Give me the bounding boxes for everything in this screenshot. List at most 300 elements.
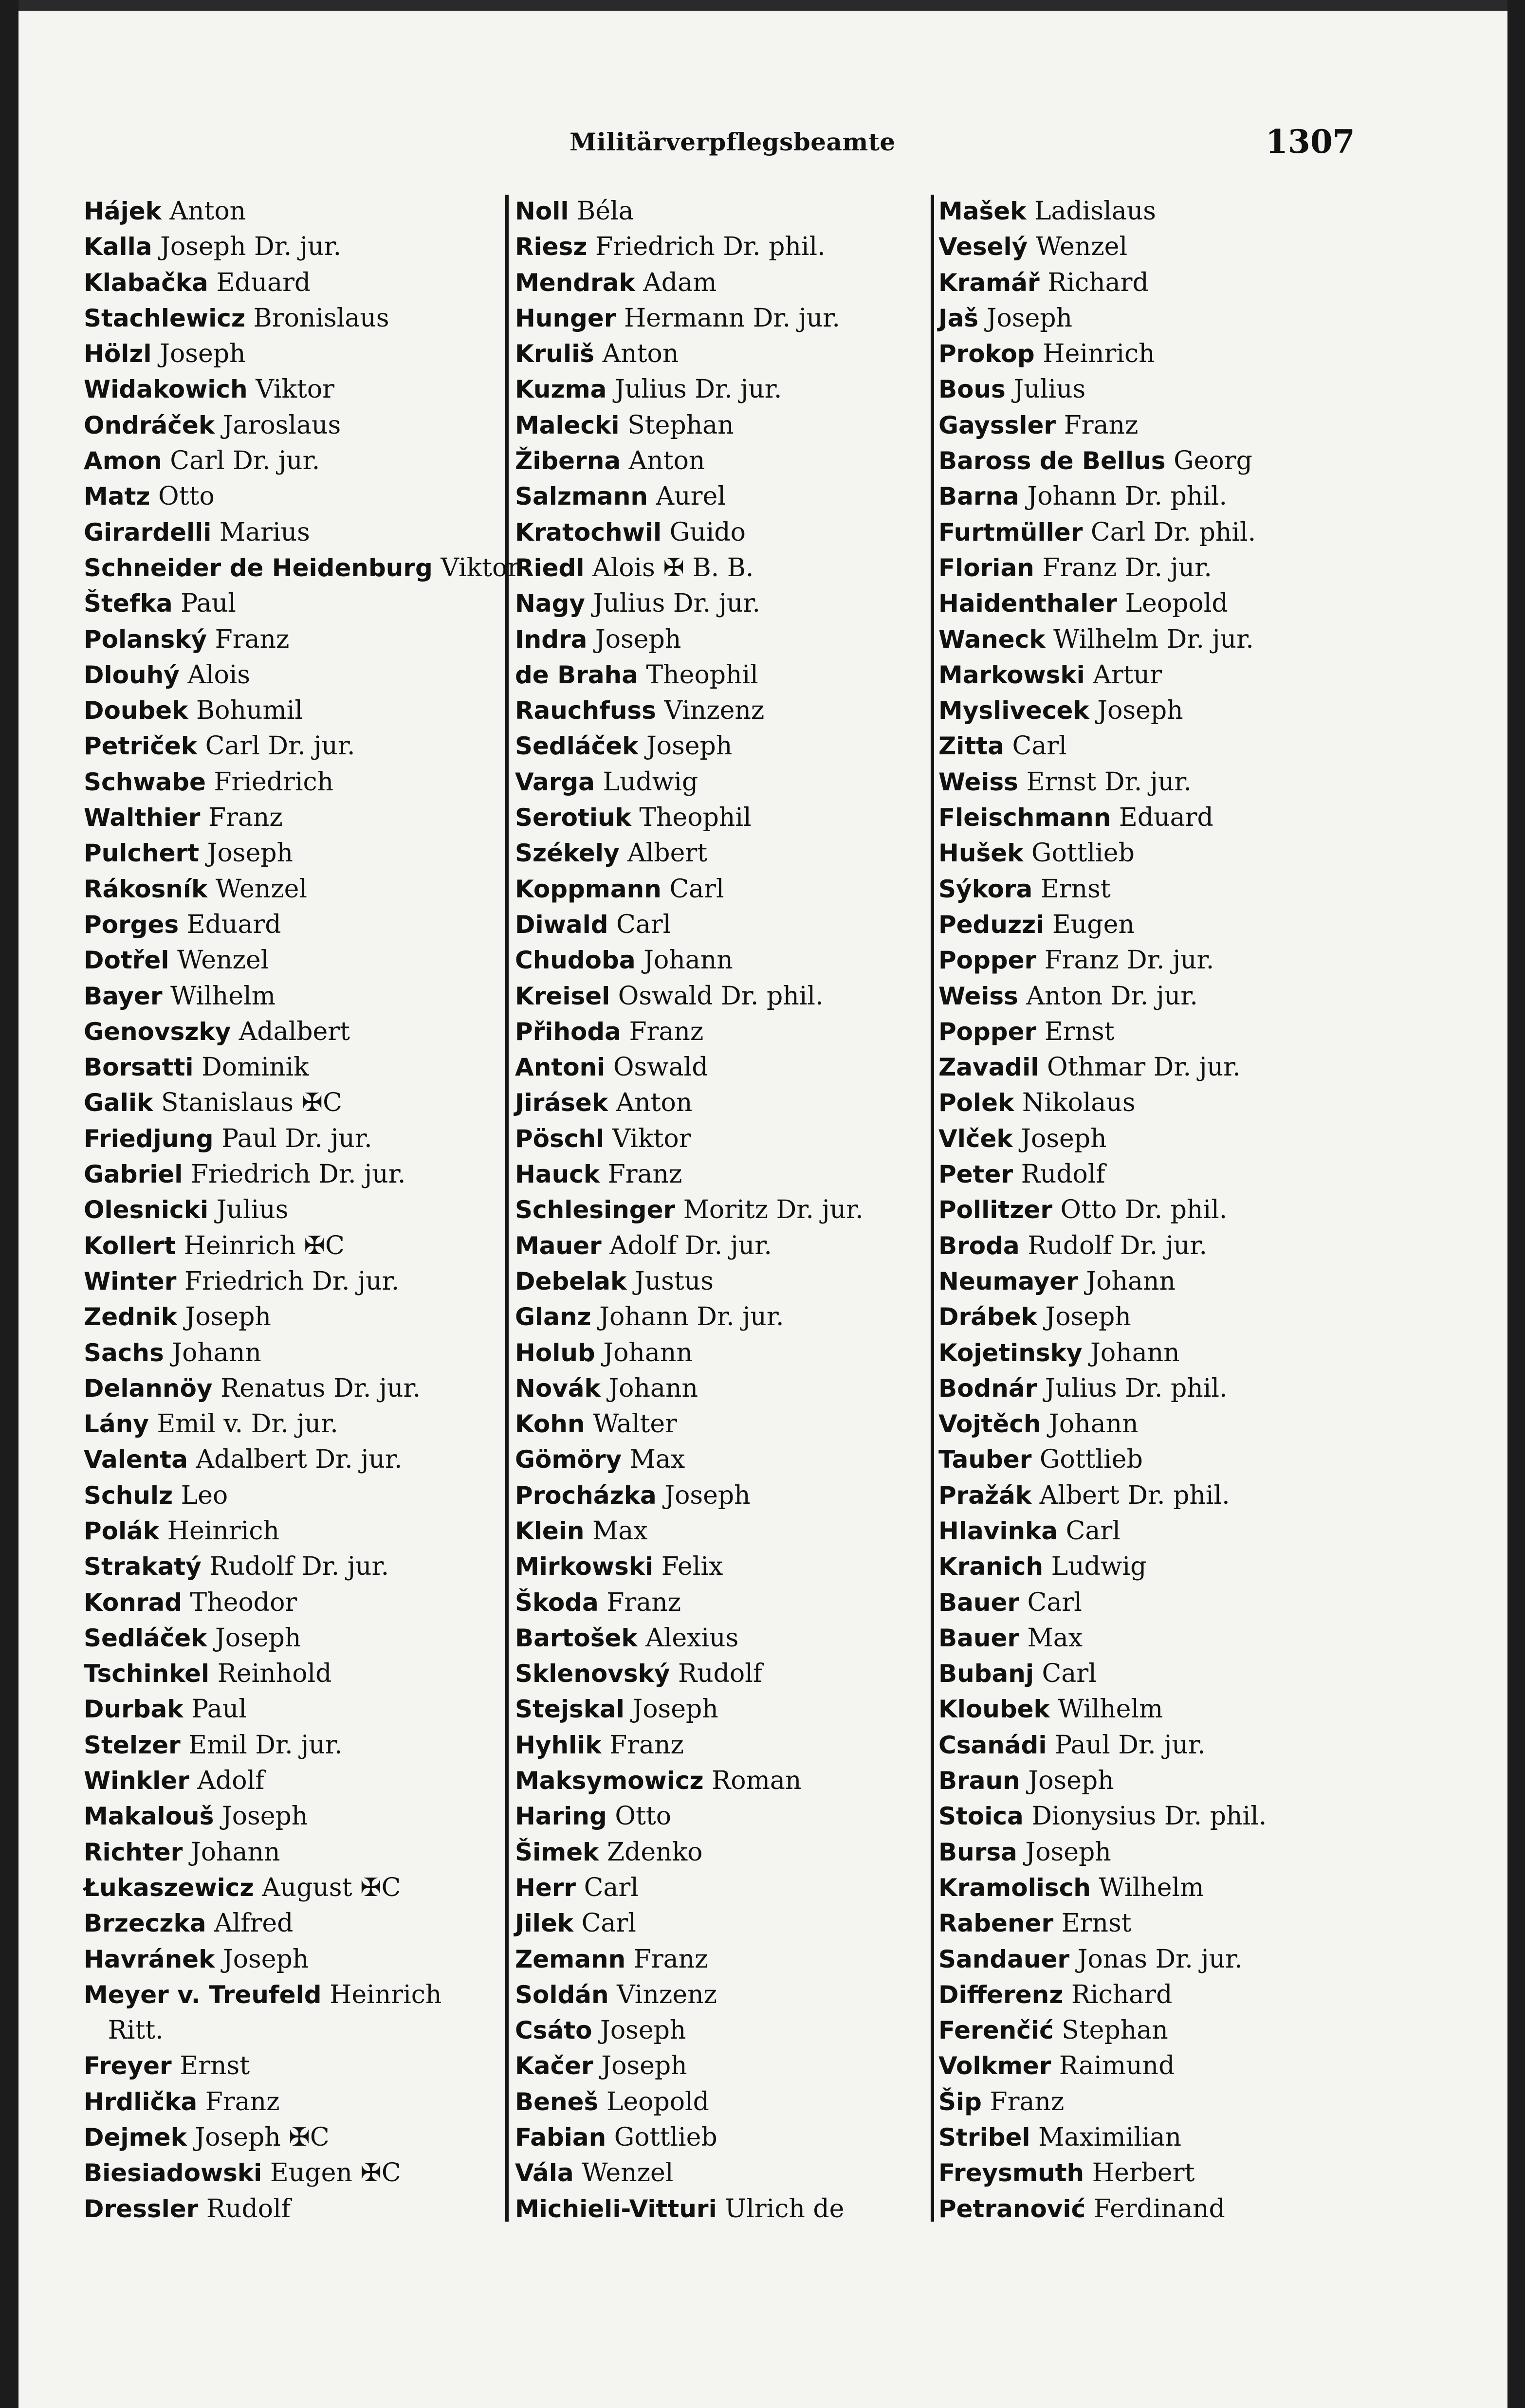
given-names: Joseph <box>221 1802 308 1831</box>
surname: Kramář <box>938 268 1040 297</box>
given-names: Alfred <box>214 1909 294 1938</box>
surname: Furtmüller <box>938 518 1083 547</box>
given-names: Emil v. Dr. jur. <box>157 1409 338 1439</box>
surname: Dressler <box>84 2194 199 2223</box>
list-item <box>507 1442 926 1478</box>
surname: Schneider de Heidenburg <box>84 553 433 582</box>
given-names: Franz <box>629 1017 704 1046</box>
given-names: Otto <box>615 1802 672 1831</box>
surname: Olesnicki <box>84 1196 209 1224</box>
surname: Vojtěch <box>938 1410 1041 1439</box>
surname: Novák <box>515 1374 601 1403</box>
given-names: Rudolf <box>206 2194 291 2224</box>
given-names: Franz <box>607 1160 682 1189</box>
list-item <box>931 1585 1340 1621</box>
surname: Soldán <box>515 1980 609 2009</box>
surname: Freyer <box>84 2052 172 2080</box>
list-item <box>84 657 502 693</box>
surname: Hlavinka <box>938 1516 1058 1545</box>
list-item <box>931 1977 1340 2013</box>
given-names: Gottlieb <box>614 2123 717 2153</box>
scan-edge-left <box>0 0 18 2408</box>
list-item <box>931 1692 1340 1727</box>
given-names: Leo <box>181 1480 228 1510</box>
given-names: Eduard <box>216 268 311 297</box>
surname: Ferenčić <box>938 2016 1054 2045</box>
surname: Stachlewicz <box>84 304 246 332</box>
given-names: Bohumil <box>196 696 303 726</box>
surname: Bauer <box>938 1624 1020 1652</box>
surname: Herr <box>515 1873 576 1902</box>
given-names: Aurel <box>656 482 726 511</box>
list-item <box>931 2155 1340 2191</box>
surname: Popper <box>938 1017 1037 1046</box>
list-item <box>507 1085 926 1121</box>
given-names: Wenzel <box>582 2158 674 2188</box>
given-names: Max <box>1027 1623 1083 1653</box>
given-names: Ludwig <box>603 767 698 797</box>
scan-edge-top <box>0 0 1525 11</box>
list-item <box>84 1299 502 1335</box>
surname: Sedláček <box>84 1624 207 1652</box>
list-item <box>84 622 502 657</box>
list-item <box>84 515 502 550</box>
given-names: Ernst <box>180 2051 250 2081</box>
given-names: Franz <box>606 1587 681 1617</box>
list-item <box>931 1549 1340 1585</box>
list-item <box>84 1514 502 1549</box>
surname: Koppmann <box>515 875 661 903</box>
list-item <box>84 1942 502 1977</box>
list-item <box>84 1442 502 1478</box>
given-names: Joseph <box>1025 1837 1111 1867</box>
surname: Pöschl <box>515 1124 605 1153</box>
list-item <box>507 1157 926 1192</box>
given-names: Joseph <box>632 1695 718 1724</box>
given-names: Oswald <box>613 1053 708 1082</box>
given-names: Paul Dr. jur. <box>1055 1730 1206 1760</box>
given-names: Ferdinand <box>1093 2194 1225 2224</box>
list-item <box>84 265 502 301</box>
surname: Pražák <box>938 1481 1032 1510</box>
list-item <box>507 979 926 1014</box>
given-names: Rudolf <box>678 1659 763 1689</box>
given-names: Herbert <box>1092 2158 1195 2188</box>
given-names: Heinrich <box>1043 339 1155 369</box>
surname: Broda <box>938 1231 1020 1260</box>
surname: Kollert <box>84 1231 176 1260</box>
list-item <box>507 194 926 229</box>
surname: Peduzzi <box>938 910 1045 939</box>
surname: Meyer v. Treufeld <box>84 1980 322 2009</box>
given-names: Joseph <box>986 303 1073 333</box>
given-names: Anton <box>602 339 679 369</box>
running-header: Militärverpflegsbeamte <box>570 128 896 156</box>
surname: Beneš <box>515 2087 599 2116</box>
given-names: Johann <box>1086 1266 1176 1296</box>
given-names: Wilhelm <box>1058 1695 1163 1724</box>
list-item <box>84 1014 502 1050</box>
surname: Rabener <box>938 1909 1054 1938</box>
list-item <box>931 1085 1340 1121</box>
surname: Girardelli <box>84 518 212 547</box>
surname: Porges <box>84 910 179 939</box>
surname: Veselý <box>938 233 1028 261</box>
given-names: Joseph <box>185 1302 271 1332</box>
surname: Vlček <box>938 1124 1013 1153</box>
surname: Valenta <box>84 1445 188 1474</box>
given-names: Paul Dr. jur. <box>221 1124 372 1153</box>
surname: Nagy <box>515 589 585 618</box>
list-item <box>931 1014 1340 1050</box>
given-names: Heinrich <box>167 1516 280 1546</box>
given-names: Maximilian <box>1038 2123 1181 2153</box>
list-item <box>507 1335 926 1371</box>
given-names: Moritz Dr. jur. <box>683 1195 864 1225</box>
given-names: Franz <box>633 1944 708 1974</box>
list-item <box>931 1621 1340 1656</box>
surname: Kohn <box>515 1410 585 1439</box>
given-names: Anton <box>616 1088 693 1118</box>
list-item <box>931 1157 1340 1192</box>
list-item <box>84 1870 502 1906</box>
given-names: Johann Dr. phil. <box>1027 482 1228 511</box>
surname: Pollitzer <box>938 1196 1052 1224</box>
list-item <box>507 1192 926 1228</box>
list-item <box>507 1728 926 1763</box>
surname: Schulz <box>84 1481 173 1510</box>
surname: Bartošek <box>515 1624 638 1652</box>
page-number: 1307 <box>1266 123 1355 161</box>
surname: Petriček <box>84 732 198 761</box>
given-names: Wilhelm <box>1099 1873 1204 1902</box>
given-names: Theophil <box>639 803 752 833</box>
surname: Borsatti <box>84 1053 194 1082</box>
surname: Baross de Bellus <box>938 447 1166 475</box>
surname: Jirásek <box>515 1089 608 1117</box>
surname: Hrdlička <box>84 2087 198 2116</box>
given-names: Wenzel <box>215 874 308 904</box>
list-item <box>84 1906 502 1941</box>
surname: Stoica <box>938 1802 1024 1831</box>
surname: Tschinkel <box>84 1660 210 1688</box>
given-names: Theophil <box>646 660 758 690</box>
list-item <box>84 1121 502 1157</box>
surname: Zitta <box>938 732 1004 761</box>
list-item <box>931 2048 1340 2084</box>
given-names: Friedrich Dr. jur. <box>184 1266 400 1296</box>
given-names: Joseph <box>1028 1766 1114 1796</box>
surname: Hájek <box>84 197 162 225</box>
surname: Riesz <box>515 233 588 261</box>
list-item <box>507 1478 926 1514</box>
given-names: Johann Dr. jur. <box>599 1302 784 1332</box>
list-item <box>931 836 1340 871</box>
surname: Walthier <box>84 803 201 832</box>
list-item <box>931 1442 1340 1478</box>
surname: Glanz <box>515 1303 591 1332</box>
list-item <box>931 336 1340 372</box>
list-item <box>507 657 926 693</box>
given-names: Joseph <box>207 839 294 868</box>
given-names: Alexius <box>645 1623 739 1653</box>
given-names: Viktor <box>612 1124 691 1153</box>
list-item <box>931 1228 1340 1264</box>
surname: Chudoba <box>515 946 636 975</box>
list-item <box>84 693 502 729</box>
surname: Rauchfuss <box>515 696 656 725</box>
list-item <box>931 979 1340 1014</box>
surname: Polák <box>84 1516 160 1545</box>
given-names: Alois <box>187 660 251 690</box>
given-names: Adolf <box>197 1766 265 1796</box>
given-names: Ernst Dr. jur. <box>1026 767 1192 797</box>
surname: Hunger <box>515 304 616 332</box>
list-item <box>507 907 926 943</box>
list-item <box>931 2120 1340 2155</box>
list-item <box>507 2155 926 2191</box>
list-item <box>931 1478 1340 1514</box>
list-item <box>84 765 502 800</box>
given-names: Carl Dr. jur. <box>170 446 320 476</box>
list-item <box>507 1585 926 1621</box>
list-item <box>84 443 502 479</box>
given-names: Carl <box>1027 1587 1082 1617</box>
given-names: Stephan <box>1062 2016 1168 2045</box>
list-item <box>507 1014 926 1050</box>
surname: Schwabe <box>84 767 206 796</box>
surname: Kranich <box>938 1552 1044 1581</box>
surname: Widakowich <box>84 375 248 404</box>
given-names: Viktor <box>256 375 335 404</box>
surname: Csanádi <box>938 1731 1047 1759</box>
list-item <box>507 2013 926 2048</box>
given-names: Carl <box>1042 1659 1097 1689</box>
surname: Bursa <box>938 1838 1017 1866</box>
surname: Mauer <box>515 1231 602 1260</box>
list-item <box>84 1085 502 1121</box>
given-names: Friedrich Dr. phil. <box>595 232 826 262</box>
list-item <box>931 1192 1340 1228</box>
given-names: Franz <box>205 2087 280 2116</box>
surname: Hauck <box>515 1160 600 1189</box>
list-item <box>84 1692 502 1727</box>
surname: Serotiuk <box>515 803 631 832</box>
surname: Barna <box>938 482 1019 511</box>
list-item <box>507 301 926 336</box>
list-item <box>931 1656 1340 1692</box>
list-item <box>507 1692 926 1727</box>
list-item <box>507 1621 926 1656</box>
list-item <box>931 550 1340 586</box>
surname: Genovszky <box>84 1017 231 1046</box>
list-item <box>507 1371 926 1406</box>
list-item <box>507 622 926 657</box>
surname: Neumayer <box>938 1267 1078 1295</box>
given-names: Joseph <box>1021 1124 1107 1153</box>
list-item <box>507 1514 926 1549</box>
name-column-2 <box>507 194 926 2227</box>
surname: Kačer <box>515 2052 593 2080</box>
given-names: Carl <box>581 1909 636 1938</box>
given-names: Adolf Dr. jur. <box>609 1231 772 1260</box>
list-item <box>931 800 1340 836</box>
given-names: Hermann Dr. jur. <box>624 303 840 333</box>
list-item <box>931 1835 1340 1870</box>
surname: Winkler <box>84 1767 189 1795</box>
given-names: Adalbert <box>239 1017 350 1046</box>
surname: Salzmann <box>515 482 648 511</box>
given-names: Johann <box>190 1837 280 1867</box>
list-item <box>84 2155 502 2191</box>
surname: Weiss <box>938 982 1018 1010</box>
list-item <box>507 1264 926 1299</box>
surname: Havránek <box>84 1945 215 1973</box>
surname: Kojetinsky <box>938 1338 1083 1367</box>
surname: Prokop <box>938 340 1035 368</box>
given-names: Otto <box>158 482 215 511</box>
list-item <box>507 1763 926 1799</box>
given-names: Oswald Dr. phil. <box>618 981 824 1011</box>
given-names: Eduard <box>1119 803 1213 833</box>
surname: Žiberna <box>515 447 621 475</box>
list-item <box>931 1299 1340 1335</box>
list-item <box>84 2191 502 2227</box>
surname: Diwald <box>515 910 608 939</box>
surname: Dlouhý <box>84 660 180 689</box>
list-item <box>507 443 926 479</box>
surname: Markowski <box>938 660 1085 689</box>
given-names: Joseph <box>1097 696 1183 726</box>
list-item <box>507 1656 926 1692</box>
surname: Jilek <box>515 1909 574 1938</box>
surname: Antoni <box>515 1053 606 1082</box>
surname: Stejskal <box>515 1695 625 1724</box>
list-item <box>84 800 502 836</box>
surname: Friedjung <box>84 1124 214 1153</box>
list-item <box>931 1906 1340 1941</box>
surname: Riedl <box>515 553 585 582</box>
given-names: Joseph <box>215 1623 301 1653</box>
given-names: Rudolf <box>1021 1160 1105 1189</box>
list-item <box>507 1406 926 1442</box>
list-item <box>931 1942 1340 1977</box>
list-item <box>84 2084 502 2120</box>
given-names: Franz Dr. jur. <box>1042 553 1212 583</box>
surname: Přihoda <box>515 1017 621 1046</box>
surname: Strakatý <box>84 1552 202 1581</box>
surname: Delannöy <box>84 1374 213 1403</box>
surname: Kalla <box>84 233 152 261</box>
surname: Weiss <box>938 767 1018 796</box>
given-names: Raimund <box>1059 2051 1175 2081</box>
surname: Csáto <box>515 2016 592 2045</box>
list-item <box>507 1835 926 1870</box>
list-item <box>84 550 520 586</box>
surname: Holub <box>515 1338 595 1367</box>
list-item <box>931 443 1340 479</box>
list-item <box>507 1870 926 1906</box>
given-names: Julius <box>216 1195 289 1225</box>
surname: Polanský <box>84 625 207 654</box>
given-names: Julius <box>1013 375 1086 404</box>
list-item <box>84 872 502 907</box>
surname: Bubanj <box>938 1660 1034 1688</box>
given-names: Renatus Dr. jur. <box>220 1373 421 1403</box>
list-item <box>507 408 926 443</box>
list-item <box>507 550 926 586</box>
given-names: Anton Dr. jur. <box>1026 981 1198 1011</box>
surname: Lány <box>84 1410 149 1439</box>
given-names: Gottlieb <box>1031 839 1135 868</box>
list-item <box>84 194 502 229</box>
given-names: Joseph <box>1045 1302 1131 1332</box>
list-item <box>931 372 1340 407</box>
given-names: Joseph ✠C <box>195 2123 330 2153</box>
list-item <box>84 229 502 265</box>
given-names: Adalbert Dr. jur. <box>196 1445 403 1475</box>
list-item <box>84 336 502 372</box>
surname: Sklenovský <box>515 1660 670 1688</box>
given-names: Georg <box>1174 446 1252 476</box>
list-item <box>931 301 1340 336</box>
surname: Dotřel <box>84 946 169 975</box>
given-names: Justus <box>634 1266 714 1296</box>
given-names: Joseph <box>646 731 733 761</box>
surname: Makalouš <box>84 1802 214 1831</box>
list-item <box>507 372 926 407</box>
surname: Mašek <box>938 197 1027 225</box>
surname: Zavadil <box>938 1053 1039 1082</box>
given-names: Jonas Dr. jur. <box>1077 1944 1243 1974</box>
surname: Brzeczka <box>84 1909 206 1938</box>
given-names: Eugen <box>1052 910 1135 939</box>
surname: Mendrak <box>515 268 635 297</box>
list-item <box>507 1906 926 1941</box>
list-item <box>84 1656 502 1692</box>
surname: Kloubek <box>938 1695 1050 1724</box>
surname: Székely <box>515 839 620 868</box>
surname: Malecki <box>515 411 620 439</box>
surname: Noll <box>515 197 569 225</box>
surname: Galik <box>84 1089 153 1117</box>
surname: Differenz <box>938 1980 1064 2009</box>
surname: Maksymowicz <box>515 1767 704 1795</box>
given-names: Artur <box>1093 660 1162 690</box>
given-names: Dionysius Dr. phil. <box>1031 1802 1267 1831</box>
list-item <box>931 1050 1340 1085</box>
surname: Debelak <box>515 1267 627 1295</box>
given-names: Carl <box>616 910 671 939</box>
surname: Sedláček <box>515 732 639 761</box>
given-names: Alois ✠ B. B. <box>592 553 754 583</box>
surname: Jaš <box>938 304 979 332</box>
given-names: Carl <box>669 874 724 904</box>
given-names: Heinrich <box>330 1980 442 2009</box>
surname: Doubek <box>84 696 188 725</box>
given-names: Vinzenz <box>664 696 765 726</box>
list-item <box>84 301 502 336</box>
list-item <box>507 515 926 550</box>
scan-edge-right <box>1507 0 1525 2408</box>
given-names: Emil Dr. jur. <box>188 1730 343 1760</box>
given-names: Franz <box>1064 410 1139 440</box>
list-item <box>84 479 502 514</box>
list-item <box>931 693 1340 729</box>
given-names: Albert Dr. phil. <box>1039 1480 1230 1510</box>
list-item <box>931 1371 1340 1406</box>
given-names: Stephan <box>627 410 734 440</box>
